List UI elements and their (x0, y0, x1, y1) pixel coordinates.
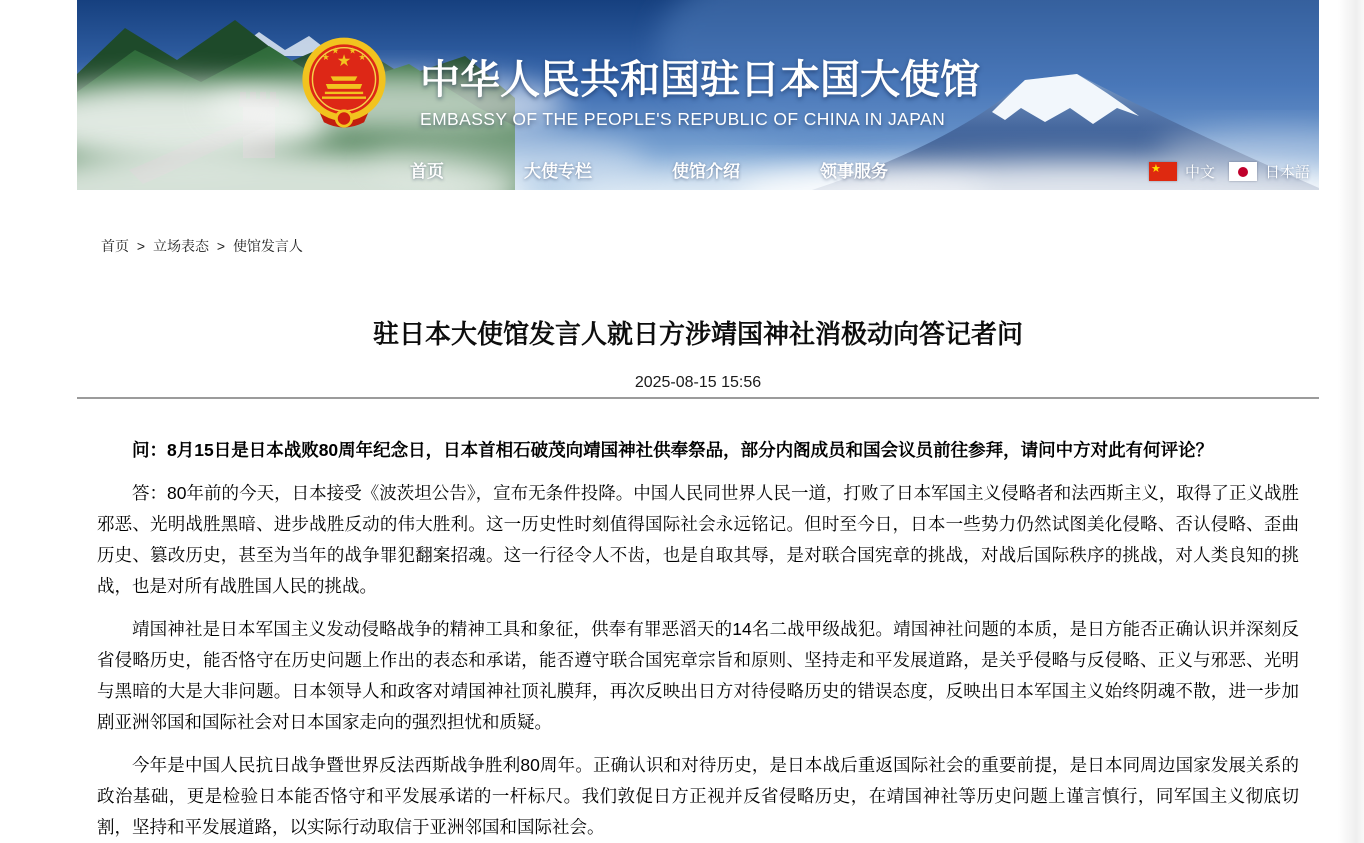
svg-text:★: ★ (331, 46, 340, 57)
content-area (77, 190, 1319, 843)
svg-text:★: ★ (321, 53, 330, 64)
site-banner (77, 0, 1319, 190)
language-label-cn: 中文 (1184, 164, 1215, 181)
article-title: 驻日本大使馆发言人就日方涉靖国神社消极动向答记者问 (372, 319, 1023, 349)
breadcrumb (101, 236, 1319, 256)
article (77, 318, 1319, 843)
nav-item-embassy-info[interactable]: 使馆介绍 (672, 161, 740, 181)
breadcrumb-item-2[interactable]: 立场表态 (152, 238, 209, 254)
svg-text:★: ★ (348, 46, 357, 57)
breadcrumb-item-3: 使馆发言人 (232, 238, 303, 254)
article-paragraph-4: 今年是中国人民抗日战争暨世界反法西斯战争胜利80周年。正确认识和对待历史，是日本战后重返国际社会的重要前提，是日本同周边国家发展关系的政治基础，更是检验日本能否恪守和平发展承诺的一杆标尺。我们敦促日方正视并反省侵略历史，在靖国神社等历史问题上谨言慎行，同军国主义彻底切割，坚持和平发展道路，以实际行动取信于亚洲邻国和国际社会。 (97, 755, 1299, 837)
breadcrumb-item-1[interactable]: 首页 (101, 238, 129, 254)
main-nav (77, 155, 1319, 183)
language-label-jp: 日本語 (1264, 164, 1310, 181)
svg-text:★: ★ (358, 53, 367, 64)
breadcrumb-separator: > (133, 238, 149, 254)
title-divider (77, 397, 1319, 399)
china-flag-icon (1149, 162, 1177, 181)
japan-flag-icon (1229, 162, 1257, 181)
viewport-edge-shade (1338, 0, 1364, 843)
site-title-chinese: 中华人民共和国驻日本国大使馆 (420, 58, 980, 102)
language-switcher (1149, 161, 1310, 182)
japan-flag-sun (1238, 167, 1248, 177)
svg-text:★: ★ (336, 50, 352, 70)
nav-item-consular-services[interactable]: 领事服务 (820, 161, 888, 181)
nav-item-home[interactable]: 首页 (410, 161, 444, 181)
china-flag-star: ★ (1150, 162, 1161, 175)
article-date: 2025-08-15 15:56 (634, 374, 762, 391)
article-paragraph-2: 答：80年前的今天，日本接受《波茨坦公告》，宣布无条件投降。中国人民同世界人民一道，打败了日本军国主义侵略者和法西斯主义，取得了正义战胜邪恶、光明战胜黑暗、进步战胜反动的伟大胜利。这一历史性时刻值得国际社会永远铭记。但时至今日，日本一些势力仍然试图美化侵略、否认侵略、歪曲历史、篡改历史，甚至为当年的战争罪犯翻案招魂。这一行径令人不齿，也是自取其辱，是对联合国宪章的挑战，对战后国际秩序的挑战，对人类良知的挑战，也是对所有战胜国人民的挑战。 (97, 483, 1299, 596)
china-national-emblem-icon (300, 33, 388, 137)
site-title-english: EMBASSY OF THE PEOPLE'S REPUBLIC OF CHINA IN JAPAN (420, 109, 946, 129)
article-paragraph-1: 问：8月15日是日本战败80周年纪念日，日本首相石破茂向靖国神社供奉祭品，部分内阁成员和国会议员前往参拜，请问中方对此有何评论？ (132, 440, 1214, 460)
breadcrumb-separator: > (212, 238, 229, 254)
language-option-cn[interactable] (1149, 161, 1215, 182)
site-title (420, 58, 980, 130)
article-body (77, 435, 1319, 843)
nav-item-ambassador[interactable]: 大使专栏 (524, 161, 592, 181)
article-paragraph-3: 靖国神社是日本军国主义发动侵略战争的精神工具和象征，供奉有罪恶滔天的14名二战甲级战犯。靖国神社问题的本质，是日方能否正确认识并深刻反省侵略历史，能否恪守在历史问题上作出的表态和承诺，能否遵守联合国宪章宗旨和原则、坚持走和平发展道路，是关乎侵略与反侵略、正义与邪恶、光明与黑暗的大是大非问题。日本领导人和政客对靖国神社顶礼膜拜，再次反映出日方对待侵略历史的错误态度，反映出日本军国主义始终阴魂不散，进一步加剧亚洲邻国和国际社会对日本国家走向的强烈担忧和质疑。 (97, 619, 1299, 732)
language-option-jp[interactable] (1229, 161, 1310, 182)
